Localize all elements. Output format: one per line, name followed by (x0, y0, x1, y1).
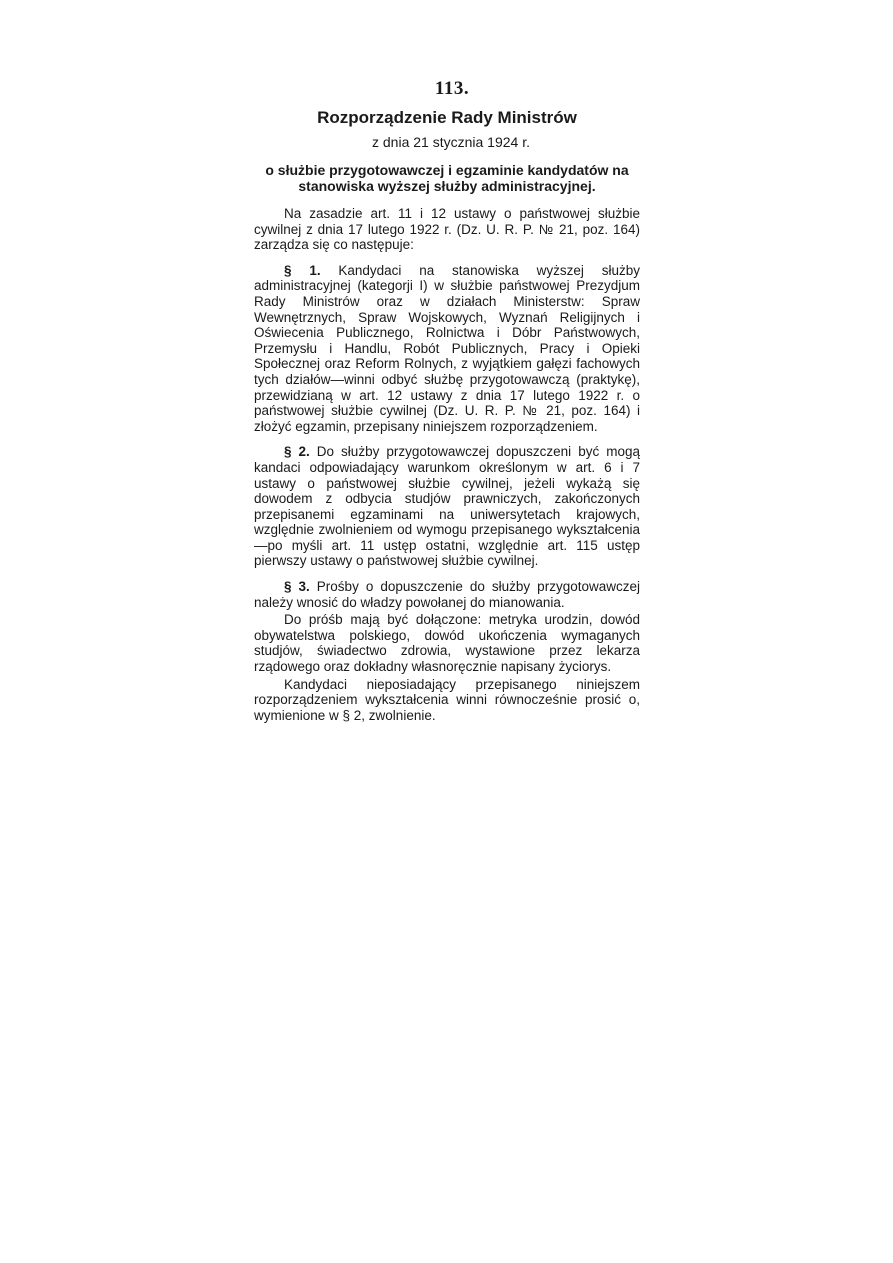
section-3-paragraph-3: Kandydaci nieposiadający przepisanego niniejszem rozporządzeniem wykształcenia winni równocześnie prosić o, wymienione w § 2, zwolnienie. (254, 676, 640, 723)
section-2-text: Do służby przygotowawczej dopuszczeni być mogą kandaci odpowiadający warunkom określonym w art. 6 i 7 ustawy o państwowej służbie cywilnej, jeżeli wykażą się dowodem z odbycia studjów prawniczych, zakończonych przepisanemi egzaminami na uniwersytetach krajowych, względnie zwolnieniem od wymogu przepisanego wykształcenia—po myśli art. 11 ustęp ostatni, względnie art. 115 ustęp pierwszy ustawy o państwowej służbie cywilnej. (254, 444, 640, 569)
preamble: Na zasadzie art. 11 i 12 ustawy o państwowej służbie cywilnej z dnia 17 lutego 1922 r. (Dz. U. R. P. № 21, poz. 164) zarządza się co następuje: (254, 206, 640, 253)
section-2 (254, 444, 640, 569)
section-3-text: Prośby o dopuszczenie do służby przygotowawczej należy wnosić do władzy powołanej do mianowania. (254, 579, 640, 610)
document-date: z dnia 21 stycznia 1924 r. (372, 134, 530, 150)
document-subject: o służbie przygotowawczej i egzaminie kandydatów na stanowiska wyższej służby administracyjnej. (265, 162, 629, 194)
section-1-text: Kandydaci na stanowiska wyższej służby administracyjnej (kategorji I) w służbie państwowej Prezydjum Rady Ministrów oraz w działach Ministerstw: Spraw Wewnętrznych, Spraw Wojskowych, Wyznań Religijnych i Oświecenia Publicznego, Rolnictwa i Dóbr Państwowych, Przemysłu i Handlu, Robót Publicznych, Pracy i Opieki Społecznej oraz Reform Rolnych, z wyjątkiem gałęzi fachowych tych działów—winni odbyć służbę przygotowawczą (praktykę), przewidzianą w art. 12 ustawy z dnia 17 lutego 1922 r. o państwowej służbie cywilnej (Dz. U. R. P. № 21, poz. 164) i złożyć egzamin, przepisany niniejszem rozporządzeniem. (254, 262, 640, 434)
section-1-label: § 1. (284, 262, 321, 278)
section-3 (254, 579, 640, 610)
section-1 (254, 263, 640, 435)
document-title: Rozporządzenie Rady Ministrów (317, 108, 577, 127)
section-2-label: § 2. (284, 444, 310, 460)
page-number: 113. (434, 78, 470, 99)
section-3-paragraph-2: Do próśb mają być dołączone: metryka urodzin, dowód obywatelstwa polskiego, dowód ukończenia wymaganych studjów, świadectwo zdrowia, wystawione przez lekarza rządowego oraz dokładny własnoręcznie napisany życiorys. (254, 612, 640, 675)
section-3-label: § 3. (284, 579, 310, 595)
document-page (254, 78, 640, 733)
